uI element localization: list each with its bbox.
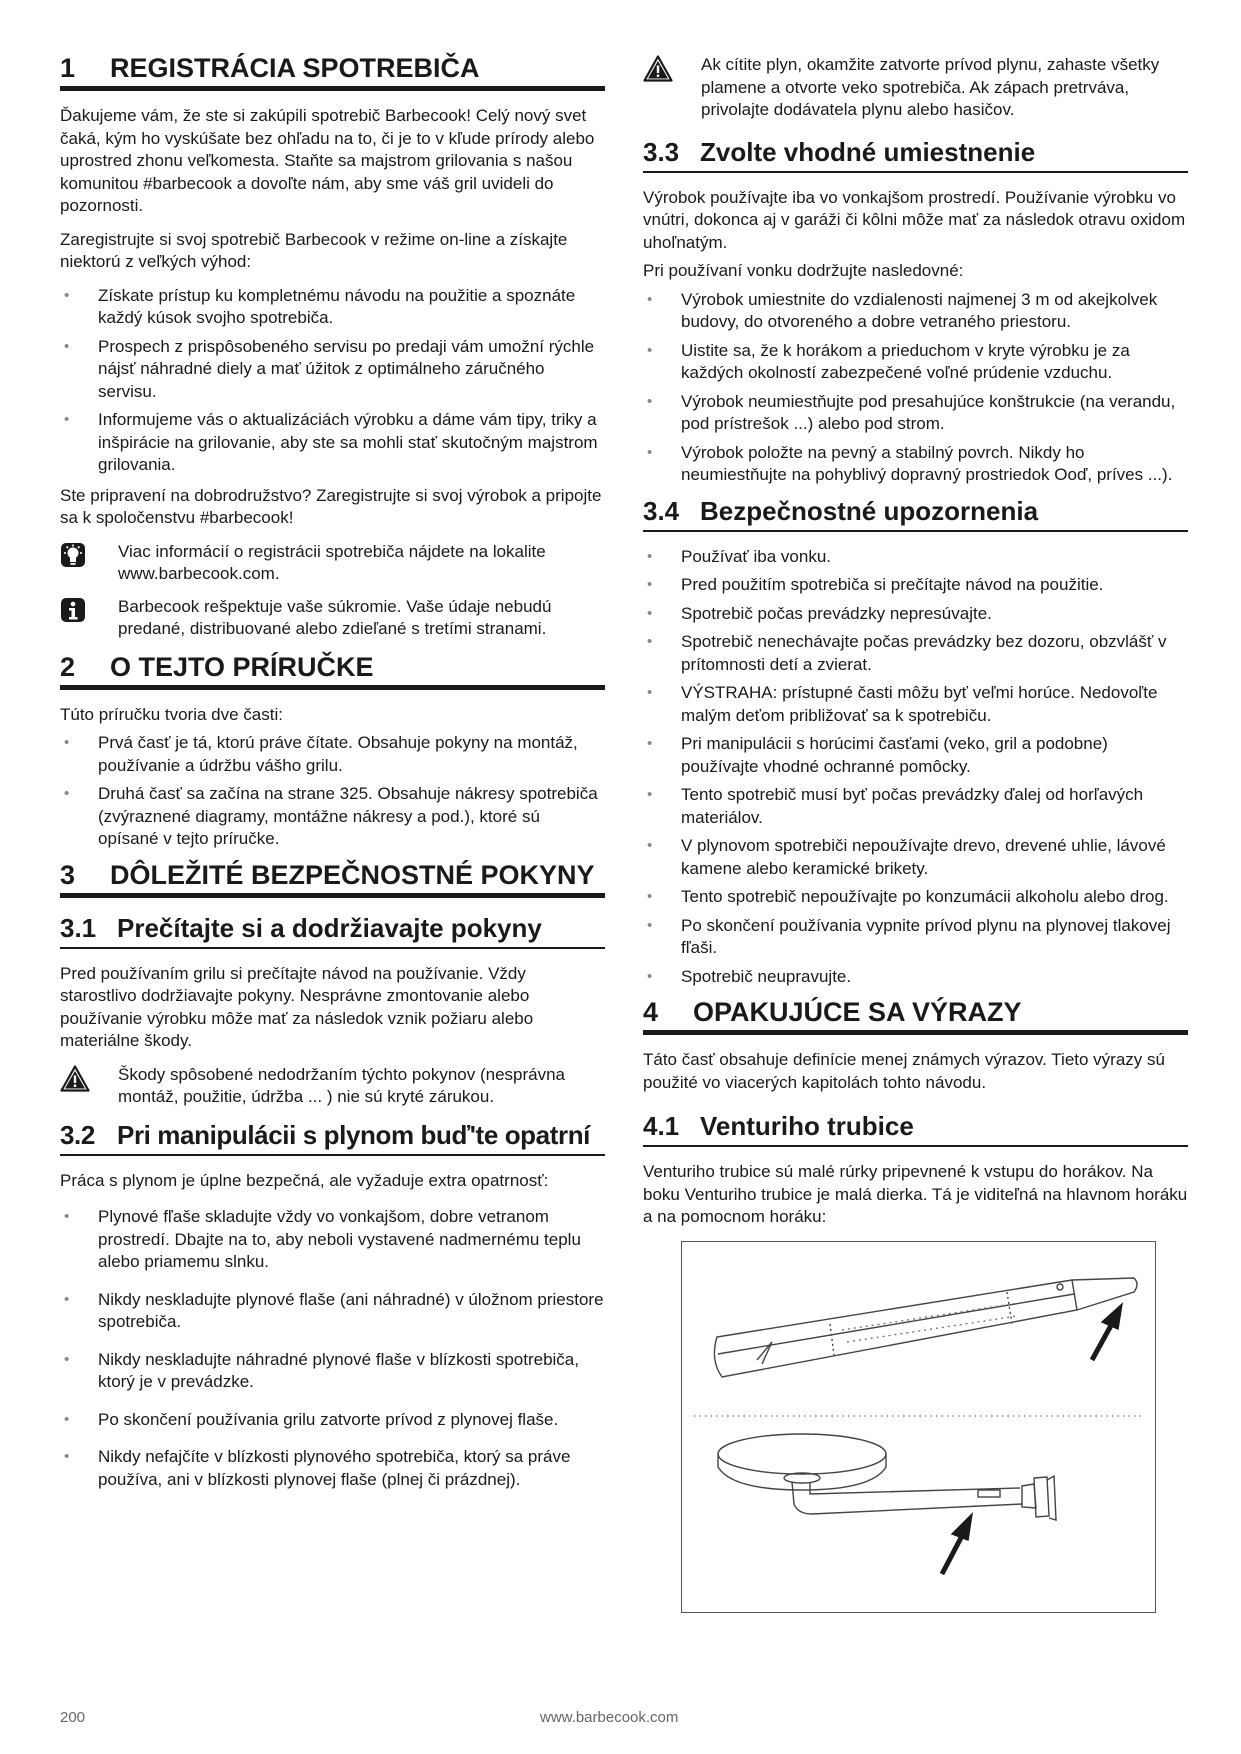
right-column: [643, 54, 1188, 1613]
section-3-4-heading: 3.4 Bezpečnostné upozornenia: [643, 495, 1188, 532]
s1-paragraph-1: Ďakujeme vám, že ste si zakúpili spotrebič Barbecook! Celý nový svet čaká, kým ho vyskúšate bez ohľadu na to, či je to v kľude prírody alebo uprostred zhonu veľkomesta. Staňte sa majstrom grilovania s našou komunitou #barbecook a dovoľte nám, aby sme váš gril uvideli do pozornosti.: [60, 106, 595, 215]
list-item: • Po skončení používania grilu zatvorte prívod z plynovej flaše.: [60, 1409, 605, 1432]
s2-paragraph-1: Túto príručku tvoria dve časti:: [60, 704, 283, 724]
venturi-tube-figure: [681, 1241, 1156, 1613]
list-item: • Prvá časť je tá, ktorú práve čítate. Obsahuje pokyny na montáž, používanie a údržbu vášho grilu.: [60, 732, 605, 777]
s1-paragraph-2: Zaregistrujte si svoj spotrebič Barbecook v režime on-line a získajte niektorú z veľkých výhod:: [60, 229, 568, 271]
page-number: 200: [60, 1709, 86, 1726]
list-item: • Plynové fľaše skladujte vždy vo vonkajšom, dobre vetranom prostredí. Dbajte na to, aby neboli vystavené nadmernému teplu alebo priamemu slnku.: [60, 1206, 605, 1274]
lightbulb-icon: [60, 541, 118, 573]
section-3-3-heading: 3.3 Zvolte vhodné umiestnenie: [643, 136, 1188, 173]
s33-location-list: [643, 289, 1188, 487]
s31-paragraph-1: Pred používaním grilu si prečítajte návod na používanie. Vždy starostlivo dodržiavajte pokyny. Nesprávne zmontovanie alebo používanie výrobku môže mať za následok vznik požiaru alebo materiálne škody.: [60, 963, 534, 1050]
left-column: [60, 46, 605, 1506]
s32-gas-list: [60, 1206, 605, 1491]
s33-paragraph-2: Pri používaní vonku dodržujte nasledovné:: [643, 261, 964, 280]
s4-paragraph-1: Táto časť obsahuje definície menej známych výrazov. Tieto výrazy sú použité vo viacerých kapitolách tohto návodu.: [643, 1050, 1165, 1092]
info-note: Barbecook rešpektuje vaše súkromie. Vaše údaje nebudú predané, distribuované alebo zdieľané s tretími stranami.: [60, 596, 605, 641]
section-3-heading: 3 DÔLEŽITÉ BEZPEČNOSTNÉ POKYNY: [60, 859, 605, 898]
list-item: • Tento spotrebič nepoužívajte po konzumácii alkoholu alebo drog.: [643, 886, 1188, 909]
list-item: • V plynovom spotrebiči nepoužívajte drevo, drevené uhlie, lávové kamene alebo keramické brikety.: [643, 835, 1188, 880]
section-4-1-heading: 4.1 Venturiho trubice: [643, 1110, 1188, 1147]
warning-triangle-icon: [643, 54, 701, 87]
section-3-1-heading: 3.1 Prečítajte si a dodržiavajte pokyny: [60, 912, 605, 949]
list-item: • Spotrebič nenechávajte počas prevádzky bez dozoru, obzvlášť v prítomnosti detí a zvierat.: [643, 631, 1188, 676]
list-item: • Nikdy neskladujte plynové flaše (ani náhradné) v úložnom priestore spotrebiča.: [60, 1289, 605, 1334]
list-item: • Tento spotrebič musí byť počas prevádzky ďalej od horľavých materiálov.: [643, 784, 1188, 829]
s1-paragraph-3: Ste pripravení na dobrodružstvo? Zaregistrujte si svoj výrobok a pripojte sa k spoločenstvu #barbecook!: [60, 485, 602, 527]
section-2-heading: 2 O TEJTO PRÍRUČKE: [60, 651, 605, 690]
s41-paragraph-1: Venturiho trubice sú malé rúrky pripevnené k vstupu do horákov. Na boku Venturiho trubice je malá dierka. Tá je viditeľná na hlavnom horáku a na pomocnom horáku:: [643, 1162, 1188, 1226]
s32-paragraph-1: Práca s plynom je úplne bezpečná, ale vyžaduje extra opatrnosť:: [60, 1170, 549, 1190]
list-item: • Informujeme vás o aktualizáciách výrobku a dáme vám tipy, triky a inšpirácie na grilovanie, aby ste sa mohli stať skutočným majstrom grilovania.: [60, 409, 605, 477]
s1-benefits-list: [60, 285, 605, 477]
footer-url[interactable]: www.barbecook.com: [540, 1709, 679, 1726]
list-item: • Pri manipulácii s horúcimi časťami (veko, gril a podobne) používajte vhodné ochranné pomôcky.: [643, 733, 1188, 778]
list-item: • Prospech z prispôsobeného servisu po predaji vám umožní rýchle nájsť náhradné diely a mať úžitok z optimálneho záručného servisu.: [60, 336, 605, 404]
venturi-tube-illustration: [682, 1242, 1154, 1611]
gas-warning-note: Ak cítite plyn, okamžite zatvorte prívod plynu, zahaste všetky plamene a otvorte veko spotrebiča. Ak zápach pretrváva, privolajte dodávatela plynu alebo hasičov.: [643, 54, 1188, 122]
list-item: • VÝSTRAHA: prístupné časti môžu byť veľmi horúce. Nedovoľte malým deťom približovať sa k spotrebiču.: [643, 682, 1188, 727]
list-item: • Druhá časť sa začína na strane 325. Obsahuje nákresy spotrebiča (zvýraznené diagramy, montážne nákresy a pod.), ktoré sú opísané v tejto príručke.: [60, 783, 605, 851]
list-item: • Spotrebič neupravujte.: [643, 966, 1188, 989]
list-item: • Spotrebič počas prevádzky nepresúvajte.: [643, 603, 1188, 626]
list-item: • Získate prístup ku kompletnému návodu na použitie a spoznáte každý kúsok svojho spotrebiča.: [60, 285, 605, 330]
warning-note: Škody spôsobené nedodržaním týchto pokynov (nesprávna montáž, použitie, údržba ... ) nie sú kryté zárukou.: [60, 1064, 605, 1109]
list-item: • Nikdy neskladujte náhradné plynové flaše v blízkosti spotrebiča, ktorý je v prevádzke.: [60, 1349, 605, 1394]
list-item: • Pred použitím spotrebiča si prečítajte návod na použitie.: [643, 574, 1188, 597]
s34-safety-list: [643, 546, 1188, 989]
warning-triangle-icon: [60, 1064, 118, 1097]
s33-paragraph-1: Výrobok používajte iba vo vonkajšom prostredí. Používanie výrobku vo vnútri, dokonca aj v garáži či kôlni môže mať za následok otravu oxidom uhoľnatým.: [643, 187, 1186, 252]
list-item: • Výrobok neumiestňujte pod presahujúce konštrukcie (na verandu, pod prístrešok ...) alebo pod strom.: [643, 391, 1188, 436]
tip-note: Viac informácií o registrácii spotrebiča nájdete na lokalite www.barbecook.com.: [60, 541, 605, 586]
section-4-heading: 4 OPAKUJÚCE SA VÝRAZY: [643, 996, 1188, 1035]
section-3-2-heading: 3.2 Pri manipulácii s plynom buď'te opatrní: [60, 1119, 605, 1156]
list-item: • Výrobok položte na pevný a stabilný povrch. Nikdy ho neumiestňujte na pohyblivý dopravný prostriedok Ooď, príves ...).: [643, 442, 1188, 487]
list-item: • Výrobok umiestnite do vzdialenosti najmenej 3 m od akejkolvek budovy, do otvoreného a dobre vetraného priestoru.: [643, 289, 1188, 334]
info-icon: [60, 596, 118, 628]
list-item: • Uistite sa, že k horákom a prieduchom v kryte výrobku je za každých okolností zabezpečené voľné prúdenie vzduchu.: [643, 340, 1188, 385]
list-item: • Nikdy nefajčíte v blízkosti plynového spotrebiča, ktorý sa práve používa, ani v blízkosti plynovej flaše (plnej či prázdnej).: [60, 1446, 605, 1491]
s2-parts-list: [60, 732, 605, 851]
list-item: • Po skončení používania vypnite prívod plynu na plynovej tlakovej fľaši.: [643, 915, 1188, 960]
list-item: • Používať iba vonku.: [643, 546, 1188, 569]
section-1-heading: 1 REGISTRÁCIA SPOTREBIČA: [60, 52, 605, 91]
